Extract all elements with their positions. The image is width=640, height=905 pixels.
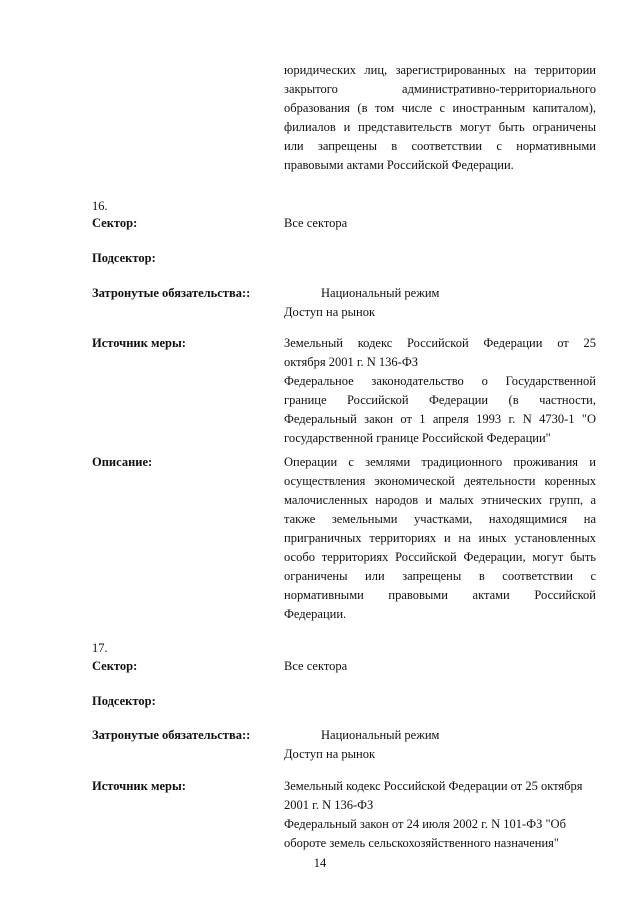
source-text: [284, 334, 596, 448]
obligations-values: [284, 726, 596, 764]
description-text: [284, 453, 596, 624]
text-line: Земельный кодекс Российской Федерации от 25 октября: [284, 779, 583, 793]
text-line: Федеральное законодательство о Государственной: [284, 374, 596, 388]
text-line: Федеральный закон от 24 июля 2002 г. N 101-ФЗ "Об: [284, 817, 566, 831]
text-line: Земельный кодекс Российской Федерации от 25: [284, 336, 596, 350]
text-line: правовыми актами Российской Федерации.: [284, 158, 514, 172]
entry-number: 17.: [92, 641, 108, 655]
text-line: границе Российской Федерации (в частности,: [284, 393, 596, 407]
continued-paragraph: [284, 61, 596, 175]
text-line: филиалов и представительств могут быть ограничены: [284, 120, 596, 134]
sector-value: Все сектора: [284, 659, 348, 673]
page-number: 14: [313, 856, 327, 870]
text-line: образования (в том числе с иностранным капиталом),: [284, 101, 596, 115]
text-line: или запрещены в соответствии с нормативными: [284, 139, 596, 153]
text-line: также земельными участками, находящимися на: [284, 512, 596, 526]
obligations-label: Затронутые обязательства::: [92, 728, 251, 742]
sector-value: Все сектора: [284, 216, 348, 230]
text-line: Операции с землями традиционного проживания и: [284, 455, 596, 469]
description-label: Описание:: [92, 455, 153, 469]
text-line: Федеральный закон от 1 апреля 1993 г. N 4730-1 "О: [284, 412, 596, 426]
entry-number: 16.: [92, 199, 108, 213]
obligation-item: Национальный режим: [321, 728, 440, 742]
source-label: Источник меры:: [92, 336, 186, 350]
text-line: приграничных территориях и на иных установленных: [284, 531, 596, 545]
text-line: закрытого административно-территориального: [284, 82, 596, 96]
obligations-values: [284, 284, 596, 322]
subsector-label: Подсектор:: [92, 251, 156, 265]
text-line: государственной границе Российской Федерации": [284, 431, 551, 445]
text-line: малочисленных народов и малых этнических групп, а: [284, 493, 596, 507]
obligations-label: Затронутые обязательства::: [92, 286, 251, 300]
source-text: [284, 777, 596, 853]
subsector-label: Подсектор:: [92, 694, 156, 708]
text-line: осуществления экономической деятельности коренных: [284, 474, 596, 488]
text-line: октября 2001 г. N 136-ФЗ: [284, 355, 418, 369]
text-line: нормативными правовыми актами Российской: [284, 588, 596, 602]
obligation-item: Доступ на рынок: [284, 747, 376, 761]
sector-label: Сектор:: [92, 216, 138, 230]
sector-label: Сектор:: [92, 659, 138, 673]
text-line: юридических лиц, зарегистрированных на территории: [284, 63, 596, 77]
text-line: Федерации.: [284, 607, 347, 621]
obligation-item: Национальный режим: [321, 286, 440, 300]
text-line: особо территориях Российской Федерации, могут быть: [284, 550, 596, 564]
text-line: обороте земель сельскохозяйственного назначения": [284, 836, 560, 850]
text-line: 2001 г. N 136-ФЗ: [284, 798, 374, 812]
source-label: Источник меры:: [92, 779, 186, 793]
text-line: ограничены или запрещены в соответствии с: [284, 569, 596, 583]
obligation-item: Доступ на рынок: [284, 305, 376, 319]
